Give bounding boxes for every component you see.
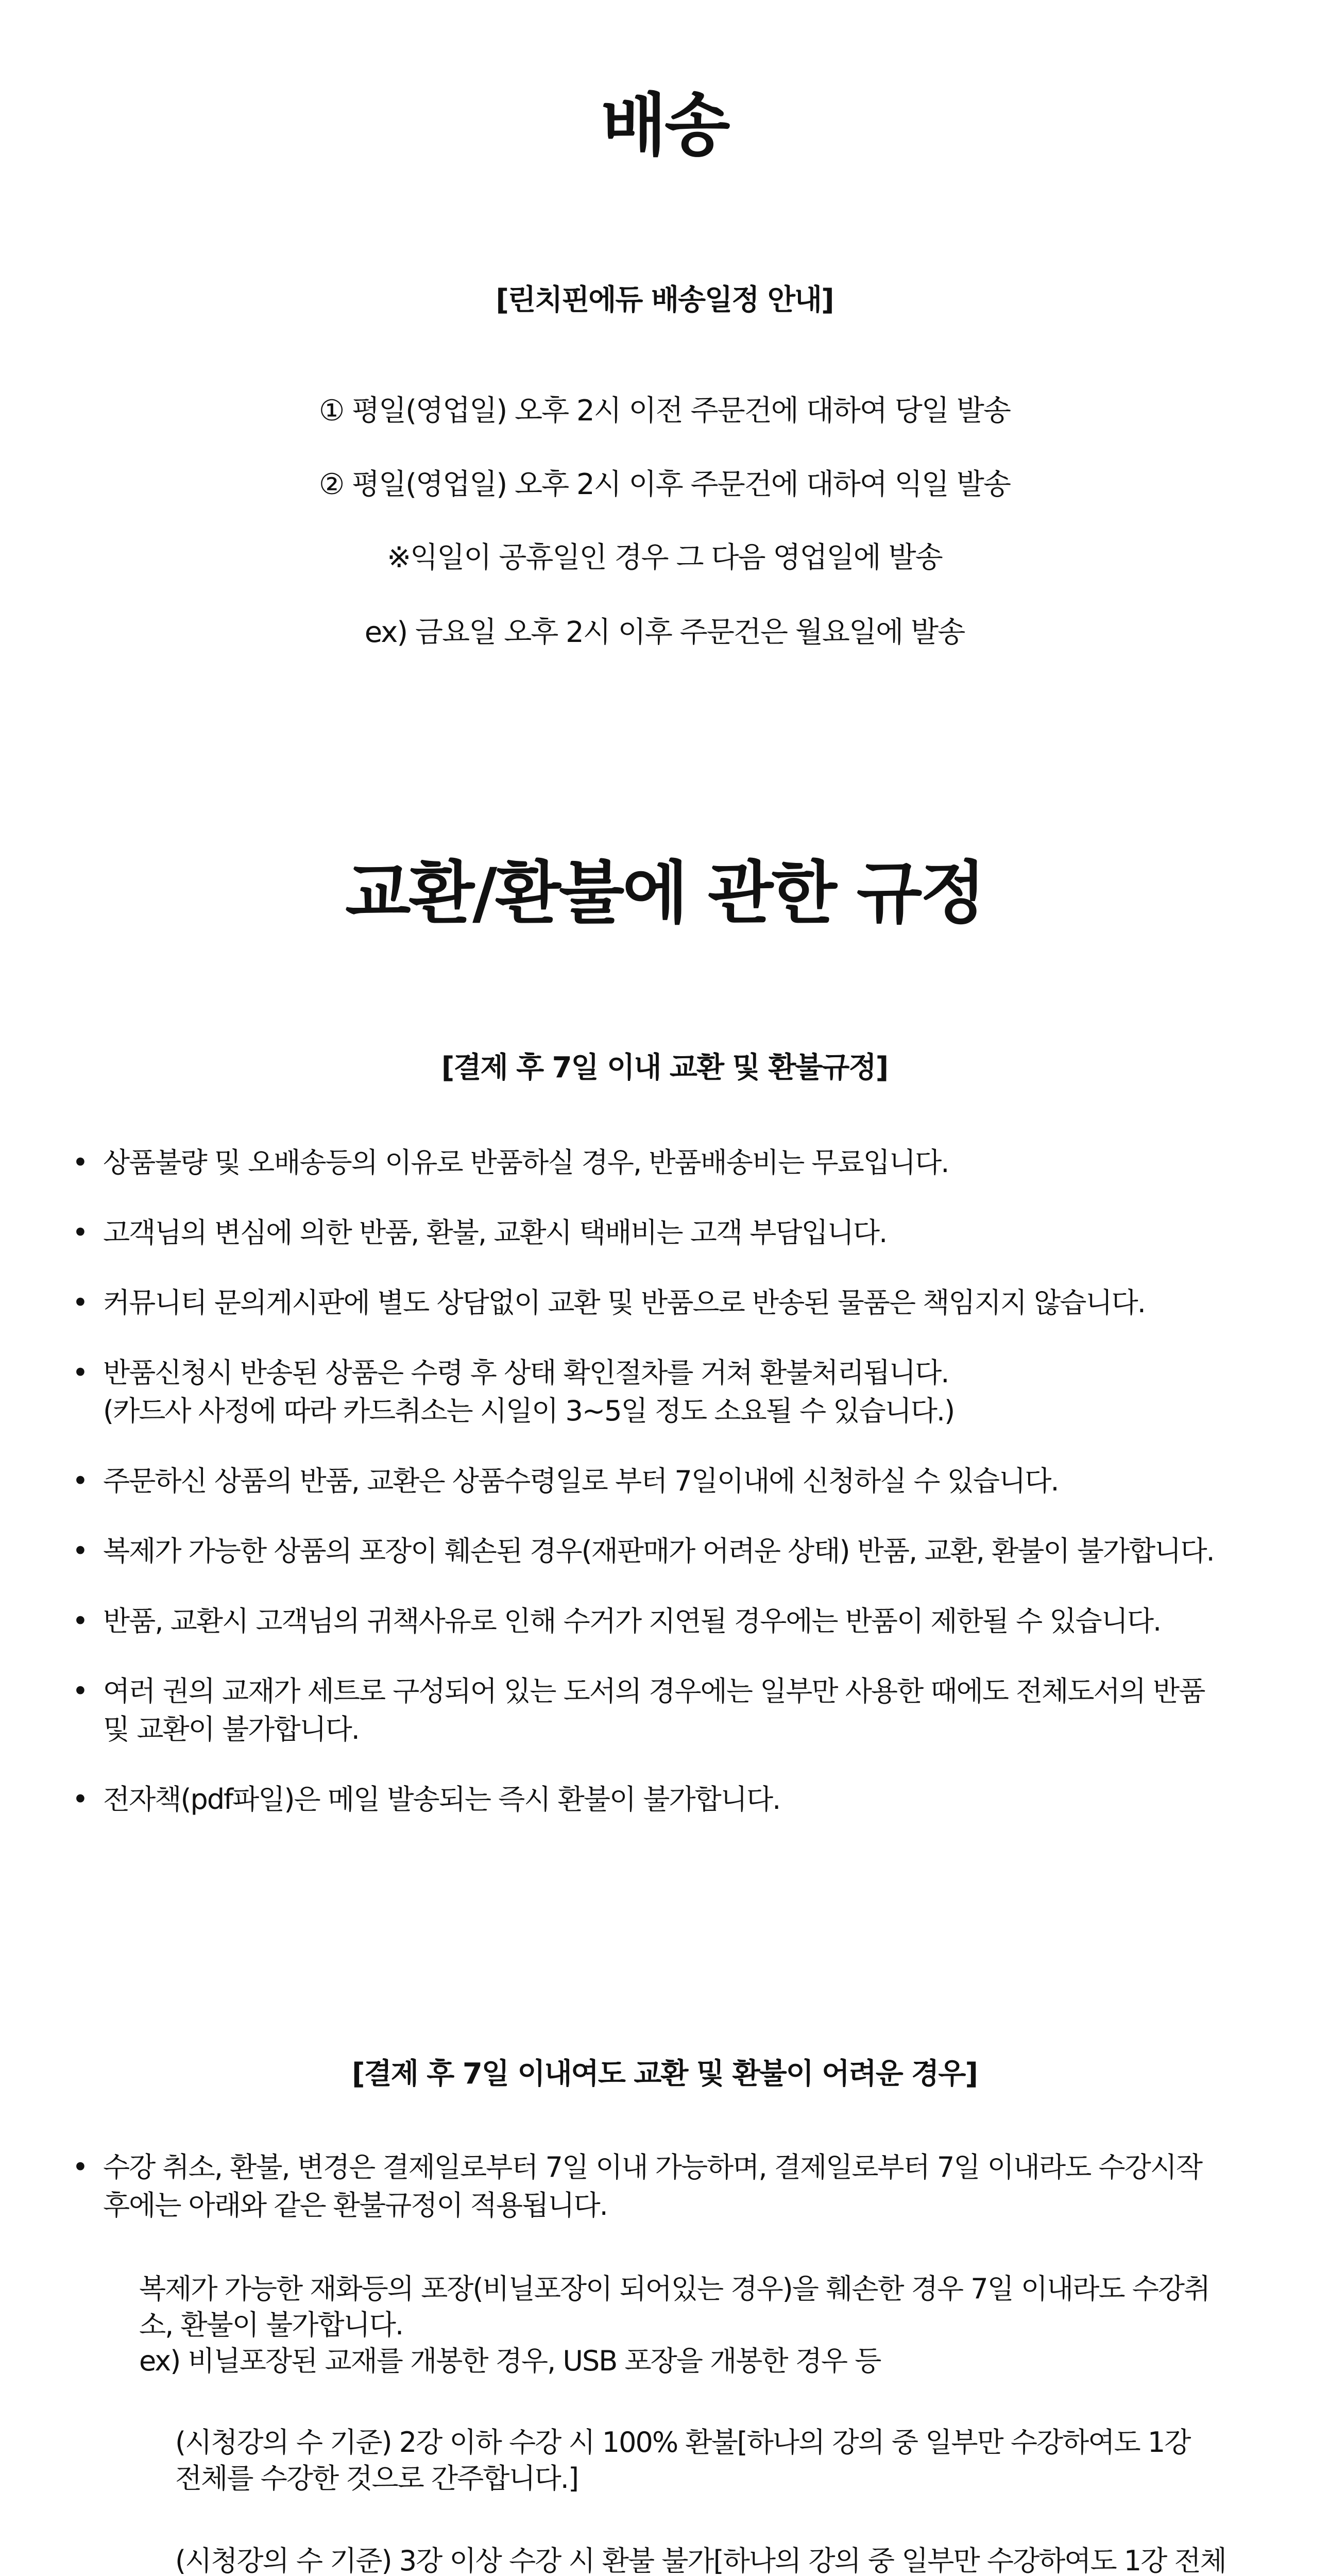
list-item-text: 여러 권의 교재가 세트로 구성되어 있는 도서의 경우에는 일부만 사용한 때에도 전체도서의 반품 및 교환이 불가합니다.: [103, 1675, 1205, 1745]
bullet-dot: •: [72, 1465, 88, 1497]
refund-section2-subtitle: [결제 후 7일 이내여도 교환 및 환불이 어려운 경우]: [352, 2057, 977, 2091]
list-item-text: 반품신청시 반송된 상품은 수령 후 상태 확인절차를 거쳐 환불처리됩니다. (카드사 사정에 따라 카드취소는 시일이 3~5일 정도 소요될 수 있습니다.): [103, 1357, 955, 1427]
shipping-line-4: ex) 금요일 오후 2시 이후 주문건은 월요일에 발송: [364, 616, 965, 649]
list-item: [72, 1672, 1247, 1749]
nested-note: 복제가 가능한 재화등의 포장(비닐포장이 되어있는 경우)을 훼손한 경우 7일 이내라도 수강취 소, 환불이 불가합니다. ex) 비닐포장된 교재를 개봉한 경우, USB 포장을 개봉한 경우 등: [139, 2273, 1210, 2377]
nested-rule-1: (시청강의 수 기준) 2강 이하 수강 시 100% 환불[하나의 강의 중 일부만 수강하여도 1강 전체를 수강한 것으로 간주합니다.]: [175, 2426, 1190, 2495]
shipping-line-3: ※익일이 공휴일인 경우 그 다음 영업일에 발송: [387, 541, 942, 574]
list-item: [72, 1781, 1247, 1819]
bullet-dot: •: [72, 1535, 88, 1567]
nested-rule-2: (시청강의 수 기준) 3강 이상 수강 시 환불 불가[하나의 강의 중 일부만 수강하여도 1강 전체: [175, 2545, 1226, 2576]
list-item-text: 고객님의 변심에 의한 반품, 환불, 교환시 택배비는 고객 부담입니다.: [103, 1216, 887, 1249]
list-item: [72, 1462, 1247, 1500]
shipping-line-1: ① 평일(영업일) 오후 2시 이전 주문건에 대하여 당일 발송: [319, 394, 1010, 428]
bullet-dot: •: [72, 1146, 88, 1179]
list-item-text: 복제가 가능한 상품의 포장이 훼손된 경우(재판매가 어려운 상태) 반품, 교환, 환불이 불가합니다.: [103, 1535, 1214, 1567]
bullet-dot: •: [72, 1286, 88, 1319]
refund-section1-subtitle: [결제 후 7일 이내 교환 및 환불규정]: [441, 1051, 888, 1084]
shipping-title: 배송: [601, 86, 728, 165]
list-item: [72, 1354, 1247, 1430]
bullet-dot: •: [72, 1783, 88, 1816]
list-item: [72, 2148, 1247, 2225]
list-item: [72, 1602, 1247, 1640]
list-item-text: 주문하신 상품의 반품, 교환은 상품수령일로 부터 7일이내에 신청하실 수 있습니다.: [103, 1465, 1059, 1497]
refund-section2-list: [0, 2148, 1329, 2576]
refund-title: 교환/환불에 관한 규정: [345, 854, 984, 933]
bullet-dot: •: [72, 1675, 88, 1707]
bullet-dot: •: [72, 2151, 88, 2183]
list-item-text: 반품, 교환시 고객님의 귀책사유로 인해 수거가 지연될 경우에는 반품이 제한될 수 있습니다.: [103, 1605, 1161, 1637]
list-item: [72, 1532, 1247, 1570]
bullet-dot: •: [72, 1605, 88, 1637]
list-item-text: 커뮤니티 문의게시판에 별도 상담없이 교환 및 반품으로 반송된 물품은 책임지지 않습니다.: [103, 1286, 1145, 1319]
bullet-dot: •: [72, 1357, 88, 1389]
list-item-text: 전자책(pdf파일)은 메일 발송되는 즉시 환불이 불가합니다.: [103, 1783, 780, 1816]
list-item: [72, 1284, 1247, 1322]
shipping-subtitle: [린치핀에듀 배송일정 안내]: [496, 283, 833, 317]
list-item-text: 수강 취소, 환불, 변경은 결제일로부터 7일 이내 가능하며, 결제일로부터 7일 이내라도 수강시작 후에는 아래와 같은 환불규정이 적용됩니다.: [103, 2151, 1202, 2222]
list-item: [72, 1144, 1247, 1182]
list-item: [72, 1214, 1247, 1252]
bullet-dot: •: [72, 1216, 88, 1249]
shipping-line-2: ② 평일(영업일) 오후 2시 이후 주문건에 대하여 익일 발송: [319, 468, 1010, 501]
list-item-text: 상품불량 및 오배송등의 이유로 반품하실 경우, 반품배송비는 무료입니다.: [103, 1146, 949, 1179]
refund-section1-list: [0, 1144, 1329, 1819]
